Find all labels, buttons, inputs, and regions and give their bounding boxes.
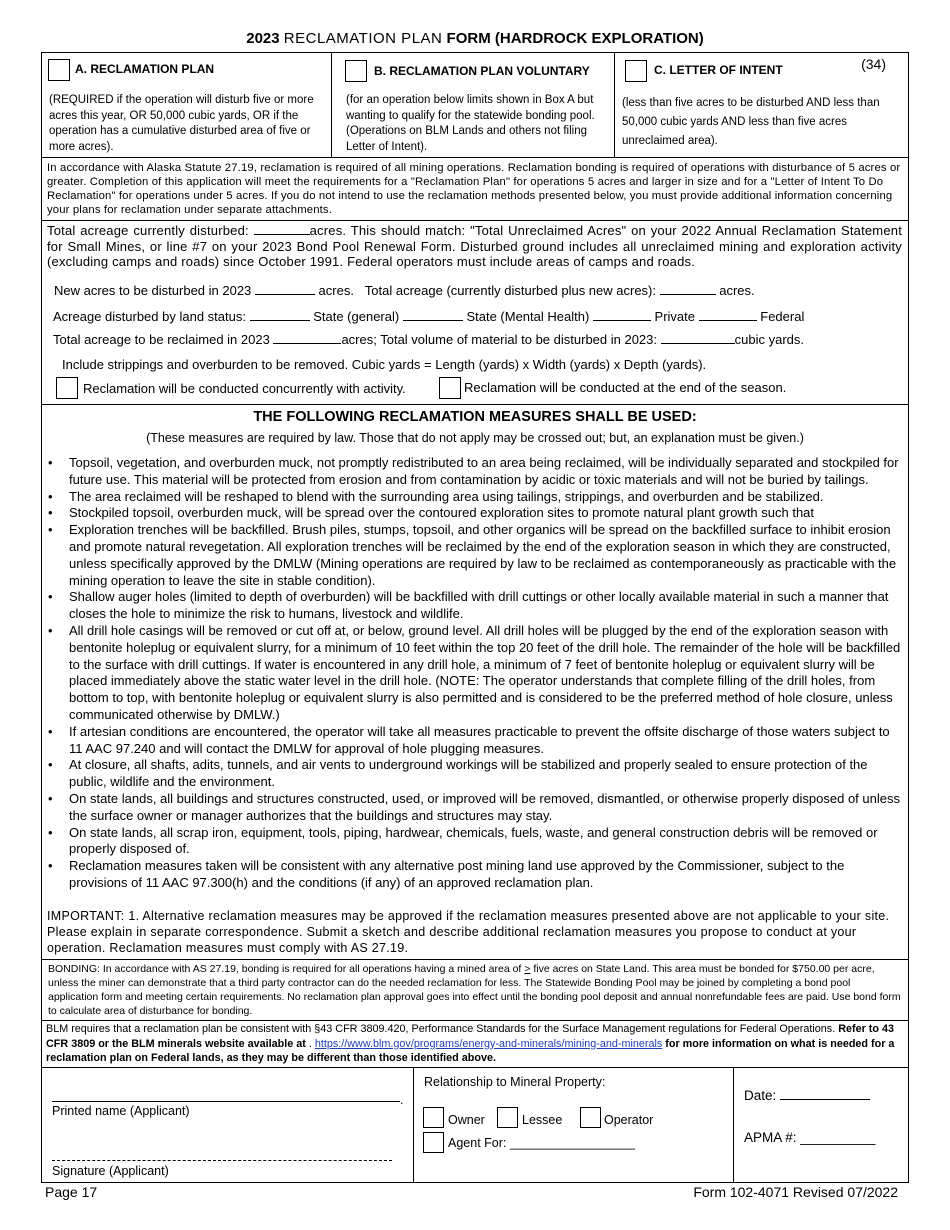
printed-name-dot: .: [400, 1092, 404, 1107]
volume-field[interactable]: [661, 332, 735, 344]
measure-item: • The area reclaimed will be reshaped to blend with the surrounding area using tailings, strippings, and overburden and be stabilized.: [48, 489, 902, 506]
measures-heading: THE FOLLOWING RECLAMATION MEASURES SHALL BE USED:: [253, 409, 697, 425]
total-acreage-unit: acres.: [719, 283, 755, 298]
reclaim-line: [53, 332, 804, 347]
private-field[interactable]: [593, 309, 651, 321]
measure-item: • Shallow auger holes (limited to depth of overburden) will be backfilled with drill cuttings or other locally available material in such a manner that closes the hole to minimize the risk to humans, livestock and wildlife.: [48, 589, 902, 623]
reclaim-acreage-unit: acres;: [341, 332, 377, 347]
operator-checkbox[interactable]: [580, 1107, 601, 1128]
new-acres-line: [54, 283, 755, 298]
intro-text: In accordance with Alaska Statute 27.19, reclamation is required of all mining operations. Reclamation bonding is required of operations with disturbance of 5 acres or greater. Completion of this application will meet the requirements for a "Reclamation Plan" for operations 5 acres and larger in size and for a "Letter of Intent To Do Reclamation" for operations under 5 acres. If you do not intend to use the reclamation methods presented below, you must provide additional information concerning your plans for reclamation under separate attachments.: [42, 158, 908, 221]
title-plan: RECLAMATION PLAN: [283, 30, 443, 47]
volume-unit: cubic yards.: [734, 332, 805, 347]
measure-item: • On state lands, all buildings and structures constructed, used, or improved will be removed, dismantled, or otherwise properly disposed of unless the surface owner or manager authorizes that the buildings and structures may stay.: [48, 791, 902, 825]
box-c: [615, 53, 908, 157]
cubic-yards-formula: Include strippings and overburden to be removed. Cubic yards = Length (yards) x Width (yards) x Depth (yards).: [62, 357, 707, 372]
current-acreage-field[interactable]: [254, 223, 310, 235]
blm-text-d: for more information on what is needed for a reclamation plan on Federal lands, as they may be different than those identified above.: [46, 1037, 895, 1065]
operator-label: Operator: [604, 1112, 654, 1127]
measure-item: • If artesian conditions are encountered, the operator will take all measures practicable to prevent the offsite discharge of those waters subject to 11 AAC 97.240 and will contact the DMLW for approval of hole plugging measures.: [48, 724, 902, 758]
date-column: [734, 1068, 908, 1182]
bonding-text-b: five acres on State Land. This area must be bonded for $750.00 per acre, unless the miner can demonstrate that a third party contractor can do the needed reclamation for less. The Statewide Bonding Pool may be joined by completing a bond pool application form and meeting certain requirements. No reclamation plan approval goes into effect until the bonding pool deposit and annual nonrefundable fees are paid. Use bond form to calculate area of disturbance for bonding.: [48, 963, 901, 1017]
blm-website-link[interactable]: https://www.blm.gov/programs/energy-and-minerals/mining-and-minerals: [314, 1037, 663, 1050]
acreage-paragraph: [47, 223, 902, 270]
total-acreage-label: Total acreage (currently disturbed plus new acres):: [364, 283, 656, 298]
land-status-label: Acreage disturbed by land status:: [53, 309, 246, 324]
lessee-label: Lessee: [522, 1112, 563, 1127]
box-a-description: (REQUIRED if the operation will disturb five or more acres this year, OR 50,000 cubic yards, OR if the operation has a cumulative disturbed area of five or more acres).: [49, 94, 314, 153]
page-marker: (34): [861, 56, 886, 72]
concurrent-checkbox[interactable]: [56, 377, 78, 399]
state-general-field[interactable]: [250, 309, 310, 321]
measures-subheading: (These measures are required by law. Those that do not apply may be crossed out; but, an explanation must be given.): [146, 431, 804, 445]
measure-item: • Reclamation measures taken will be consistent with any alternative post mining land use approved by the Commissioner, subject to the provisions of 11 AAC 97.300(h) and the conditions (if any) of an approved reclamation plan.: [48, 858, 902, 892]
current-acreage-label: Total acreage currently disturbed:: [47, 223, 249, 238]
volume-label: Total volume of material to be disturbed in 2023:: [380, 332, 658, 347]
total-acreage-field[interactable]: [660, 283, 716, 295]
box-b-description: (for an operation below limits shown in Box A but wanting to qualify for the statewide bonding pool. (Operations on BLM Lands and others not filing Letter of Intent).: [346, 94, 595, 153]
bonding-section: [42, 960, 908, 1021]
new-acres-unit: acres.: [318, 283, 354, 298]
blm-text-c: .: [305, 1037, 315, 1050]
measure-item: • On state lands, all scrap iron, equipment, tools, piping, hardwear, chemicals, fuels, waste, and general construction debris will be removed or properly disposed of.: [48, 825, 902, 859]
blm-text-a: BLM requires that a reclamation plan be consistent with §43 CFR 3809.420, Performance Standards for the Surface Management regulations for Federal Operations.: [46, 1023, 839, 1035]
federal-field[interactable]: [699, 309, 757, 321]
apma-field[interactable]: APMA #: __________: [744, 1129, 876, 1145]
owner-checkbox[interactable]: [423, 1107, 444, 1128]
applicant-column: [42, 1068, 414, 1182]
federal-label: Federal: [760, 309, 805, 324]
agent-field[interactable]: Agent For: __________________: [448, 1135, 635, 1150]
concurrent-label: Reclamation will be conducted concurrently with activity.: [83, 381, 406, 396]
box-c-description: (less than five acres to be disturbed AND less than 50,000 cubic yards AND less than five acres unreclaimed area).: [622, 97, 880, 147]
box-c-checkbox[interactable]: [625, 60, 647, 82]
state-mental-health-field[interactable]: [403, 309, 463, 321]
state-mental-health-label: State (Mental Health): [466, 309, 590, 324]
agent-checkbox[interactable]: [423, 1132, 444, 1153]
box-a-label: A. RECLAMATION PLAN: [75, 62, 215, 76]
box-c-label: C. LETTER OF INTENT: [654, 63, 783, 77]
important-note: IMPORTANT: 1. Alternative reclamation measures may be approved if the reclamation measures presented above are not applicable to your site. Please explain in separate correspondence. Submit a sketch and describe additional reclamation measures you propose to conduct at your operation. Reclamation measures must comply with AS 27.19.: [47, 909, 890, 955]
reclaim-acreage-label: Total acreage to be reclaimed in 2023: [53, 332, 270, 347]
measure-item: • At closure, all shafts, adits, tunnels, and air vents to underground workings will be stabilized and properly sealed to ensure protection of the public, wildlife and the environment.: [48, 757, 902, 791]
relationship-label: Relationship to Mineral Property:: [424, 1074, 606, 1089]
box-a: [42, 53, 332, 157]
date-field[interactable]: [780, 1088, 870, 1100]
reclaim-acreage-field[interactable]: [273, 332, 341, 344]
box-b-label: B. RECLAMATION PLAN VOLUNTARY: [374, 64, 590, 78]
signature-label: Signature (Applicant): [52, 1163, 169, 1178]
box-a-checkbox[interactable]: [48, 59, 70, 81]
title-year: 2023: [246, 30, 280, 47]
lessee-checkbox[interactable]: [497, 1107, 518, 1128]
title-form: FORM (HARDROCK EXPLORATION): [446, 30, 704, 47]
greater-equal-symbol: >: [524, 963, 531, 975]
signature-section: [42, 1068, 908, 1182]
measure-item: • Topsoil, vegetation, and overburden muck, not promptly redistributed to an area being reclaimed, will be individually separated and stockpiled for future use. This material will be protected from erosion and from contamination by acidic or toxic materials and will not be buried by tailings.: [48, 455, 902, 489]
page-number: Page 17: [45, 1184, 98, 1200]
measure-item: • Stockpiled topsoil, overburden muck, will be spread over the contoured exploration sites to promote natural plant growth such that: [48, 505, 902, 522]
state-general-label: State (general): [313, 309, 400, 324]
measure-item: • Exploration trenches will be backfilled. Brush piles, stumps, topsoil, and other organics will be spread on the backfilled surface to inhibit erosion and promote natural revegetation. All exploration trenches will be reclaimed by the end of the exploration season in which they are constructed, unless specifically approved by the DMLW (Mining operations are required by law to be reclaimed as contemporaneously as practicable with the mining operation to leave the site in stable condition).: [48, 522, 902, 589]
signature-field[interactable]: [52, 1160, 392, 1161]
measure-item: • All drill hole casings will be removed or cut off at, or below, ground level. All drill holes will be plugged by the end of the exploration season with bentonite holeplug or equivalent slurry, for a minimum of 10 feet within the top 20 feet of the drill hole. The remainder of the hole will be backfilled to the surface with drill cuttings. If water is encountered in any drill hole, a minimum of 7 feet of bentonite holeplug or equivalent slurry will be placed immediately above the static water level in the drill hole. (NOTE: The operator understands that complete filling of the drill holes, from bottom to top, with bentonite holeplug or equivalent slurry is also permitted and is considered to be the preferred method of hole closure, unless communicated otherwise by DMLW.): [48, 623, 902, 724]
printed-name-label: Printed name (Applicant): [52, 1103, 190, 1118]
date-line: [744, 1088, 870, 1103]
measures-list: [48, 455, 902, 892]
date-label: Date:: [744, 1087, 777, 1103]
acreage-section: [42, 221, 908, 405]
acreage-note: acres. This should match: "Total Unreclaimed Acres" on your 2022 Annual Reclamation Statement for Small Mines, or line #7 on your 2023 Bond Pool Renewal Form. Disturbed ground includes all unreclaimed mining and exploration activity (excluding camps and roads) since October 1991. Federal operators must include areas of camps and roads.: [47, 223, 903, 269]
new-acres-label: New acres to be disturbed in 2023: [54, 283, 252, 298]
blm-section: [42, 1021, 908, 1068]
land-status-line: [53, 309, 804, 324]
end-season-checkbox[interactable]: [439, 377, 461, 399]
box-b: [332, 53, 615, 157]
plan-type-section: [42, 53, 908, 158]
form-number: Form 102-4071 Revised 07/2022: [693, 1184, 898, 1200]
relationship-column: [414, 1068, 734, 1182]
form-title: [0, 30, 950, 47]
owner-label: Owner: [448, 1112, 485, 1127]
form-frame: [41, 52, 909, 1183]
printed-name-field[interactable]: [52, 1101, 400, 1102]
end-season-label: Reclamation will be conducted at the end of the season.: [464, 380, 787, 395]
measures-section: [42, 405, 908, 960]
bonding-text-a: BONDING: In accordance with AS 27.19, bonding is required for all operations having a mined area of: [48, 963, 525, 975]
blm-text-b: Refer to 43 CFR 3809 or the BLM minerals website available at: [46, 1023, 895, 1050]
new-acres-field[interactable]: [255, 283, 315, 295]
private-label: Private: [654, 309, 696, 324]
box-b-checkbox[interactable]: [345, 60, 367, 82]
